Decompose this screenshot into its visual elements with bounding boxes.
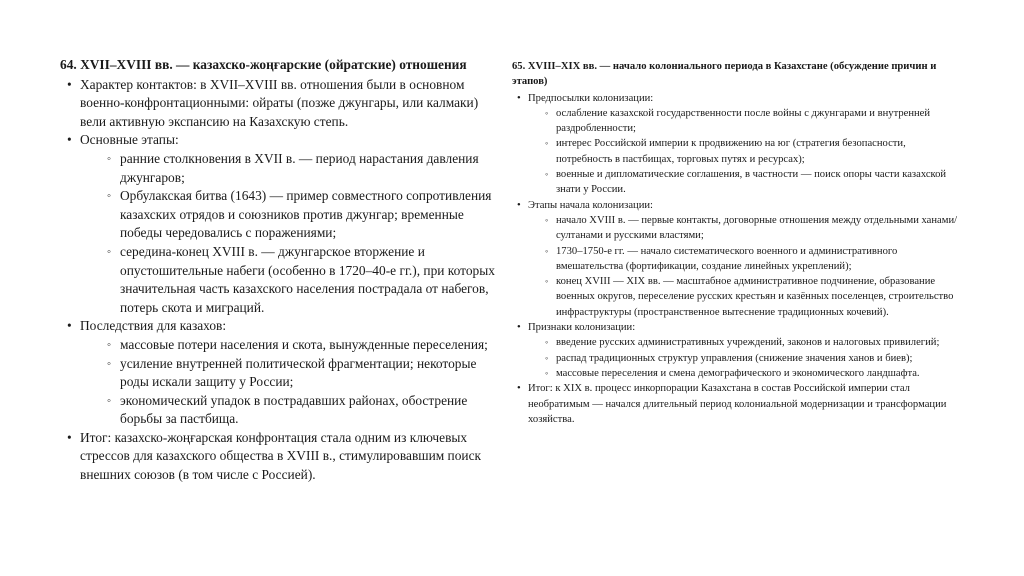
right-item-signs: [512, 320, 962, 381]
left-item-contacts: [60, 76, 500, 132]
left-item-stages: [60, 131, 500, 317]
right-subitem: ◦ военные и дипломатические соглашения, в частности — поиск опоры части казахской знати у России.: [528, 167, 962, 198]
right-sub-list: [528, 335, 962, 381]
left-title: 64. XVII–XVIII вв. — казахско-жоңғарские (ойратские) отношения: [60, 57, 467, 72]
right-sub-list: [528, 213, 962, 320]
left-bullet-list: [60, 76, 500, 485]
left-sub-list: [80, 336, 500, 429]
right-item-text: Итог: к XIX в. процесс инкорпорации Казахстана в состав Российской империи стал необратимым — начался длительный период колониальной модернизации и трансформации хозяйства.: [528, 383, 947, 425]
left-item-summary: [60, 429, 500, 485]
left-subitem: ◦ массовые потери населения и скота, вынужденные переселения;: [80, 336, 500, 355]
left-item-text: Итог: казахско-жоңғарская конфронтация стала одним из ключевых стрессов для казахского общества в XVIII в., стимулировавшим поиск внешних союзов (в том числе с Россией).: [80, 429, 482, 483]
left-sub-list: [80, 150, 500, 317]
left-subitem: ◦ середина-конец XVIII в. — джунгарское вторжение и опустошительные набеги (особенно в 1720–40-е гг.), при которых значительная часть казахского населения пострадала от набегов, потерь скота и миграций.: [80, 243, 500, 317]
right-item-preconditions: [512, 91, 962, 198]
right-column: [512, 59, 962, 427]
right-subitem: ◦ ослабление казахской государственности после войны с джунгарами и внутренней раздробленности;: [528, 106, 962, 137]
left-subitem: ◦ усиление внутренней политической фрагментации; некоторые роды искали защиту у России;: [80, 355, 500, 392]
right-item-stages: [512, 198, 962, 320]
left-subitem: ◦ ранние столкновения в XVII в. — период нарастания давления джунгаров;: [80, 150, 500, 187]
right-subitem: ◦ введение русских административных учреждений, законов и налоговых привилегий;: [528, 335, 962, 350]
left-column: [60, 56, 500, 485]
right-subitem: ◦ интерес Российской империи к продвижению на юг (стратегия безопасности, потребность в пастбищах, торговых путях и ресурсах);: [528, 136, 962, 167]
right-subitem: ◦ конец XVIII — XIX вв. — масштабное административное подчинение, образование военных округов, переселение русских крестьян и казённых поселенцев, строительство инфраструктуры (пространственное вытеснение традиционных кочевий).: [528, 274, 962, 320]
left-subitem: ◦ экономический упадок в пострадавших районах, обострение борьбы за пастбища.: [80, 392, 500, 429]
right-sub-list: [528, 106, 962, 198]
left-item-text: Характер контактов: в XVII–XVIII вв. отношения были в основном военно-конфронтационными: ойраты (позже джунгары, или калмаки) вели активную экспансию на Казахскую степь.: [80, 76, 479, 129]
right-bullet-list: [512, 91, 962, 428]
left-item-consequences: [60, 317, 500, 429]
right-subitem: ◦ массовые переселения и смена демографического и экономического ландшафта.: [528, 366, 962, 381]
left-subitem: ◦ Орбулакская битва (1643) — пример совместного сопротивления казахских отрядов и союзников против джунгар; временные победы чередовались с поражениями;: [80, 187, 500, 243]
right-item-text: Предпосылки колонизации:: [528, 92, 654, 104]
right-subitem: ◦ распад традиционных структур управления (снижение значения ханов и биев);: [528, 351, 962, 366]
right-item-summary: [512, 381, 962, 427]
left-item-text: Основные этапы:: [80, 132, 179, 148]
right-title: 65. XVIII–XIX вв. — начало колониального периода в Казахстане (обсуждение причин и этапов): [512, 61, 937, 88]
right-subitem: ◦ начало XVIII в. — первые контакты, договорные отношения между отдельными ханами/султанами и русскими властями;: [528, 213, 962, 244]
right-item-text: Этапы начала колонизации:: [528, 199, 653, 211]
right-item-text: Признаки колонизации:: [528, 322, 636, 334]
right-subitem: ◦ 1730–1750-е гг. — начало систематического военного и административного вмешательства (фортификации, создание линейных укреплений);: [528, 244, 962, 275]
left-item-text: Последствия для казахов:: [80, 318, 227, 334]
